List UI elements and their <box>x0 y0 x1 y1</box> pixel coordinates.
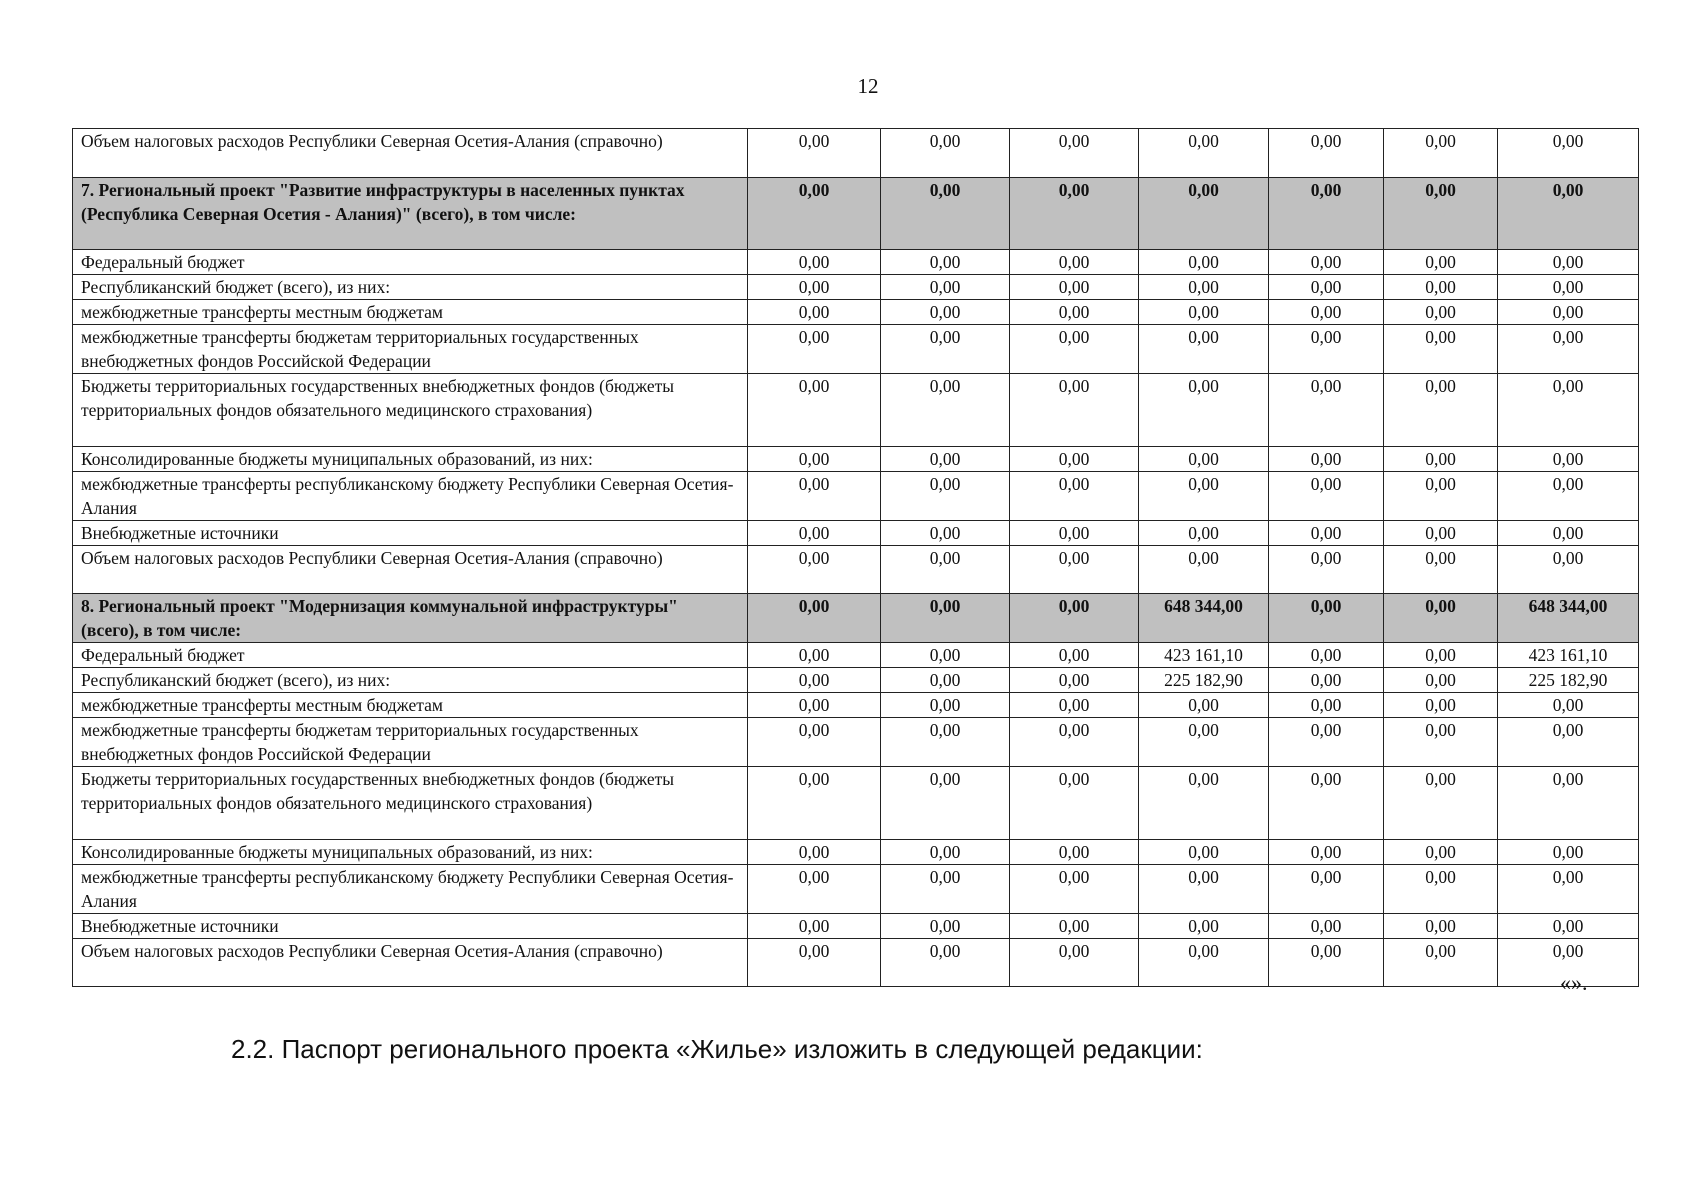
value-cell: 0,00 <box>1498 839 1639 864</box>
value-cell: 0,00 <box>748 520 881 545</box>
value-cell: 0,00 <box>881 594 1010 643</box>
value-cell: 0,00 <box>1010 275 1139 300</box>
value-cell: 0,00 <box>1498 545 1639 594</box>
value-cell: 0,00 <box>881 300 1010 325</box>
value-cell: 0,00 <box>748 129 881 178</box>
value-cell: 0,00 <box>1139 471 1269 520</box>
value-cell: 0,00 <box>1139 250 1269 275</box>
table-row <box>73 643 1639 668</box>
table-row <box>73 471 1639 520</box>
row-label: межбюджетные трансферты республиканскому бюджету Республики Северная Осетия-Алания <box>73 471 748 520</box>
value-cell: 0,00 <box>1010 693 1139 718</box>
row-label: Объем налоговых расходов Республики Северная Осетия-Алания (справочно) <box>73 129 748 178</box>
value-cell: 0,00 <box>1139 718 1269 767</box>
row-label: 8. Региональный проект "Модернизация коммунальной инфраструктуры" (всего), в том числе: <box>73 594 748 643</box>
value-cell: 0,00 <box>748 250 881 275</box>
table-row <box>73 545 1639 594</box>
value-cell: 0,00 <box>1498 177 1639 250</box>
value-cell: 0,00 <box>748 325 881 374</box>
project-header-row <box>73 177 1639 250</box>
table-row <box>73 913 1639 938</box>
value-cell: 0,00 <box>1498 693 1639 718</box>
value-cell: 0,00 <box>748 643 881 668</box>
row-label: 7. Региональный проект "Развитие инфраструктуры в населенных пунктах (Республика Северная Осетия - Алания)" (всего), в том числе: <box>73 177 748 250</box>
value-cell: 0,00 <box>1269 374 1384 447</box>
value-cell: 225 182,90 <box>1139 668 1269 693</box>
value-cell: 0,00 <box>748 938 881 987</box>
value-cell: 0,00 <box>881 471 1010 520</box>
value-cell: 0,00 <box>748 545 881 594</box>
value-cell: 0,00 <box>1384 446 1498 471</box>
value-cell: 0,00 <box>748 839 881 864</box>
value-cell: 0,00 <box>1269 718 1384 767</box>
value-cell: 0,00 <box>1010 839 1139 864</box>
row-label: межбюджетные трансферты бюджетам территориальных государственных внебюджетных фондов Российской Федерации <box>73 718 748 767</box>
value-cell: 0,00 <box>1384 864 1498 913</box>
value-cell: 0,00 <box>1010 471 1139 520</box>
value-cell: 0,00 <box>1384 177 1498 250</box>
value-cell: 0,00 <box>1139 300 1269 325</box>
value-cell: 0,00 <box>881 767 1010 840</box>
row-label: Республиканский бюджет (всего), из них: <box>73 668 748 693</box>
value-cell: 0,00 <box>1139 913 1269 938</box>
value-cell: 423 161,10 <box>1498 643 1639 668</box>
value-cell: 0,00 <box>1010 250 1139 275</box>
value-cell: 0,00 <box>1010 446 1139 471</box>
table-row <box>73 325 1639 374</box>
value-cell: 0,00 <box>1269 545 1384 594</box>
value-cell: 0,00 <box>881 374 1010 447</box>
value-cell: 0,00 <box>1269 275 1384 300</box>
row-label: Консолидированные бюджеты муниципальных образований, из них: <box>73 839 748 864</box>
value-cell: 0,00 <box>1269 177 1384 250</box>
value-cell: 0,00 <box>1139 864 1269 913</box>
table-row <box>73 864 1639 913</box>
value-cell: 0,00 <box>1384 275 1498 300</box>
value-cell: 0,00 <box>748 177 881 250</box>
row-label: Республиканский бюджет (всего), из них: <box>73 275 748 300</box>
value-cell: 0,00 <box>1498 864 1639 913</box>
value-cell: 0,00 <box>1269 693 1384 718</box>
value-cell: 0,00 <box>1384 938 1498 987</box>
row-label: Консолидированные бюджеты муниципальных образований, из них: <box>73 446 748 471</box>
value-cell: 0,00 <box>1498 275 1639 300</box>
value-cell: 0,00 <box>1139 446 1269 471</box>
value-cell: 0,00 <box>1384 913 1498 938</box>
value-cell: 0,00 <box>1269 839 1384 864</box>
value-cell: 0,00 <box>748 767 881 840</box>
value-cell: 648 344,00 <box>1139 594 1269 643</box>
value-cell: 0,00 <box>1010 668 1139 693</box>
value-cell: 0,00 <box>1269 520 1384 545</box>
value-cell: 0,00 <box>881 446 1010 471</box>
row-label: Бюджеты территориальных государственных внебюджетных фондов (бюджеты территориальных фондов обязательного медицинского страхования) <box>73 374 748 447</box>
value-cell: 0,00 <box>1384 693 1498 718</box>
page-number: 12 <box>857 74 879 98</box>
value-cell: 0,00 <box>1010 913 1139 938</box>
value-cell: 0,00 <box>1010 594 1139 643</box>
value-cell: 0,00 <box>1384 374 1498 447</box>
value-cell: 0,00 <box>1010 325 1139 374</box>
value-cell: 0,00 <box>1010 177 1139 250</box>
value-cell: 0,00 <box>1498 374 1639 447</box>
table-row <box>73 718 1639 767</box>
closing-quote: «». <box>1560 970 1588 995</box>
table-row <box>73 520 1639 545</box>
value-cell: 0,00 <box>1384 545 1498 594</box>
value-cell: 0,00 <box>1139 767 1269 840</box>
value-cell: 0,00 <box>748 718 881 767</box>
table-row <box>73 275 1639 300</box>
table-row <box>73 839 1639 864</box>
value-cell: 0,00 <box>1269 250 1384 275</box>
value-cell: 0,00 <box>1269 643 1384 668</box>
value-cell: 0,00 <box>1384 767 1498 840</box>
value-cell: 0,00 <box>1010 718 1139 767</box>
value-cell: 0,00 <box>1269 668 1384 693</box>
value-cell: 0,00 <box>1139 693 1269 718</box>
row-label: Федеральный бюджет <box>73 643 748 668</box>
row-label: межбюджетные трансферты местным бюджетам <box>73 300 748 325</box>
value-cell: 0,00 <box>1010 545 1139 594</box>
value-cell: 0,00 <box>1139 545 1269 594</box>
value-cell: 0,00 <box>1498 471 1639 520</box>
value-cell: 0,00 <box>1498 767 1639 840</box>
value-cell: 0,00 <box>1384 643 1498 668</box>
table-row <box>73 250 1639 275</box>
value-cell: 0,00 <box>748 693 881 718</box>
value-cell: 0,00 <box>1010 938 1139 987</box>
value-cell: 0,00 <box>881 177 1010 250</box>
value-cell: 0,00 <box>1010 643 1139 668</box>
value-cell: 0,00 <box>1010 300 1139 325</box>
value-cell: 0,00 <box>1498 718 1639 767</box>
row-label: Объем налоговых расходов Республики Северная Осетия-Алания (справочно) <box>73 938 748 987</box>
value-cell: 0,00 <box>1384 325 1498 374</box>
value-cell: 0,00 <box>1139 839 1269 864</box>
value-cell: 0,00 <box>1139 938 1269 987</box>
value-cell: 0,00 <box>881 718 1010 767</box>
value-cell: 0,00 <box>748 594 881 643</box>
value-cell: 0,00 <box>748 275 881 300</box>
value-cell: 0,00 <box>748 668 881 693</box>
row-label: Внебюджетные источники <box>73 520 748 545</box>
value-cell: 0,00 <box>1010 520 1139 545</box>
value-cell: 0,00 <box>748 446 881 471</box>
table-row <box>73 129 1639 178</box>
value-cell: 0,00 <box>748 471 881 520</box>
value-cell: 0,00 <box>881 129 1010 178</box>
table-row <box>73 374 1639 447</box>
value-cell: 0,00 <box>1498 446 1639 471</box>
value-cell: 0,00 <box>1498 325 1639 374</box>
value-cell: 0,00 <box>1384 839 1498 864</box>
value-cell: 0,00 <box>1269 471 1384 520</box>
value-cell: 0,00 <box>1139 325 1269 374</box>
value-cell: 0,00 <box>1139 520 1269 545</box>
value-cell: 225 182,90 <box>1498 668 1639 693</box>
value-cell: 0,00 <box>1498 129 1639 178</box>
value-cell: 0,00 <box>1384 129 1498 178</box>
value-cell: 0,00 <box>1384 300 1498 325</box>
table-row <box>73 446 1639 471</box>
table-row <box>73 938 1639 987</box>
value-cell: 0,00 <box>881 275 1010 300</box>
value-cell: 0,00 <box>1139 374 1269 447</box>
row-label: межбюджетные трансферты бюджетам территориальных государственных внебюджетных фондов Российской Федерации <box>73 325 748 374</box>
table-row <box>73 668 1639 693</box>
value-cell: 0,00 <box>1384 520 1498 545</box>
value-cell: 0,00 <box>1269 913 1384 938</box>
value-cell: 0,00 <box>1269 325 1384 374</box>
value-cell: 0,00 <box>881 693 1010 718</box>
value-cell: 0,00 <box>1269 767 1384 840</box>
value-cell: 0,00 <box>1010 767 1139 840</box>
value-cell: 0,00 <box>1498 300 1639 325</box>
value-cell: 0,00 <box>881 938 1010 987</box>
value-cell: 0,00 <box>1010 864 1139 913</box>
value-cell: 0,00 <box>748 300 881 325</box>
row-label: Бюджеты территориальных государственных внебюджетных фондов (бюджеты территориальных фондов обязательного медицинского страхования) <box>73 767 748 840</box>
value-cell: 0,00 <box>1269 446 1384 471</box>
value-cell: 0,00 <box>748 864 881 913</box>
row-label: Федеральный бюджет <box>73 250 748 275</box>
value-cell: 0,00 <box>1269 594 1384 643</box>
value-cell: 0,00 <box>1384 718 1498 767</box>
value-cell: 0,00 <box>748 374 881 447</box>
value-cell: 0,00 <box>1384 250 1498 275</box>
row-label: межбюджетные трансферты республиканскому бюджету Республики Северная Осетия-Алания <box>73 864 748 913</box>
value-cell: 0,00 <box>1384 594 1498 643</box>
value-cell: 0,00 <box>881 864 1010 913</box>
value-cell: 0,00 <box>1384 668 1498 693</box>
table-row <box>73 693 1639 718</box>
value-cell: 0,00 <box>1498 938 1639 987</box>
row-label: Объем налоговых расходов Республики Северная Осетия-Алания (справочно) <box>73 545 748 594</box>
value-cell: 0,00 <box>1269 864 1384 913</box>
value-cell: 0,00 <box>881 839 1010 864</box>
value-cell: 0,00 <box>1010 129 1139 178</box>
amendment-paragraph: 2.2. Паспорт регионального проекта «Жилье» изложить в следующей редакции: <box>231 1034 1203 1064</box>
value-cell: 0,00 <box>1384 471 1498 520</box>
value-cell: 0,00 <box>881 545 1010 594</box>
value-cell: 0,00 <box>1139 129 1269 178</box>
value-cell: 0,00 <box>1139 177 1269 250</box>
value-cell: 0,00 <box>1498 250 1639 275</box>
row-label: Внебюджетные источники <box>73 913 748 938</box>
value-cell: 0,00 <box>881 643 1010 668</box>
value-cell: 0,00 <box>1269 300 1384 325</box>
value-cell: 0,00 <box>1498 913 1639 938</box>
value-cell: 0,00 <box>748 913 881 938</box>
value-cell: 0,00 <box>881 913 1010 938</box>
project-header-row <box>73 594 1639 643</box>
value-cell: 0,00 <box>1010 374 1139 447</box>
value-cell: 0,00 <box>881 325 1010 374</box>
value-cell: 423 161,10 <box>1139 643 1269 668</box>
value-cell: 0,00 <box>1269 938 1384 987</box>
row-label: межбюджетные трансферты местным бюджетам <box>73 693 748 718</box>
table-row <box>73 767 1639 840</box>
value-cell: 0,00 <box>881 250 1010 275</box>
value-cell: 0,00 <box>1139 275 1269 300</box>
value-cell: 0,00 <box>881 668 1010 693</box>
value-cell: 0,00 <box>1269 129 1384 178</box>
value-cell: 0,00 <box>881 520 1010 545</box>
budget-table <box>72 128 1639 987</box>
value-cell: 0,00 <box>1498 520 1639 545</box>
value-cell: 648 344,00 <box>1498 594 1639 643</box>
table-row <box>73 300 1639 325</box>
